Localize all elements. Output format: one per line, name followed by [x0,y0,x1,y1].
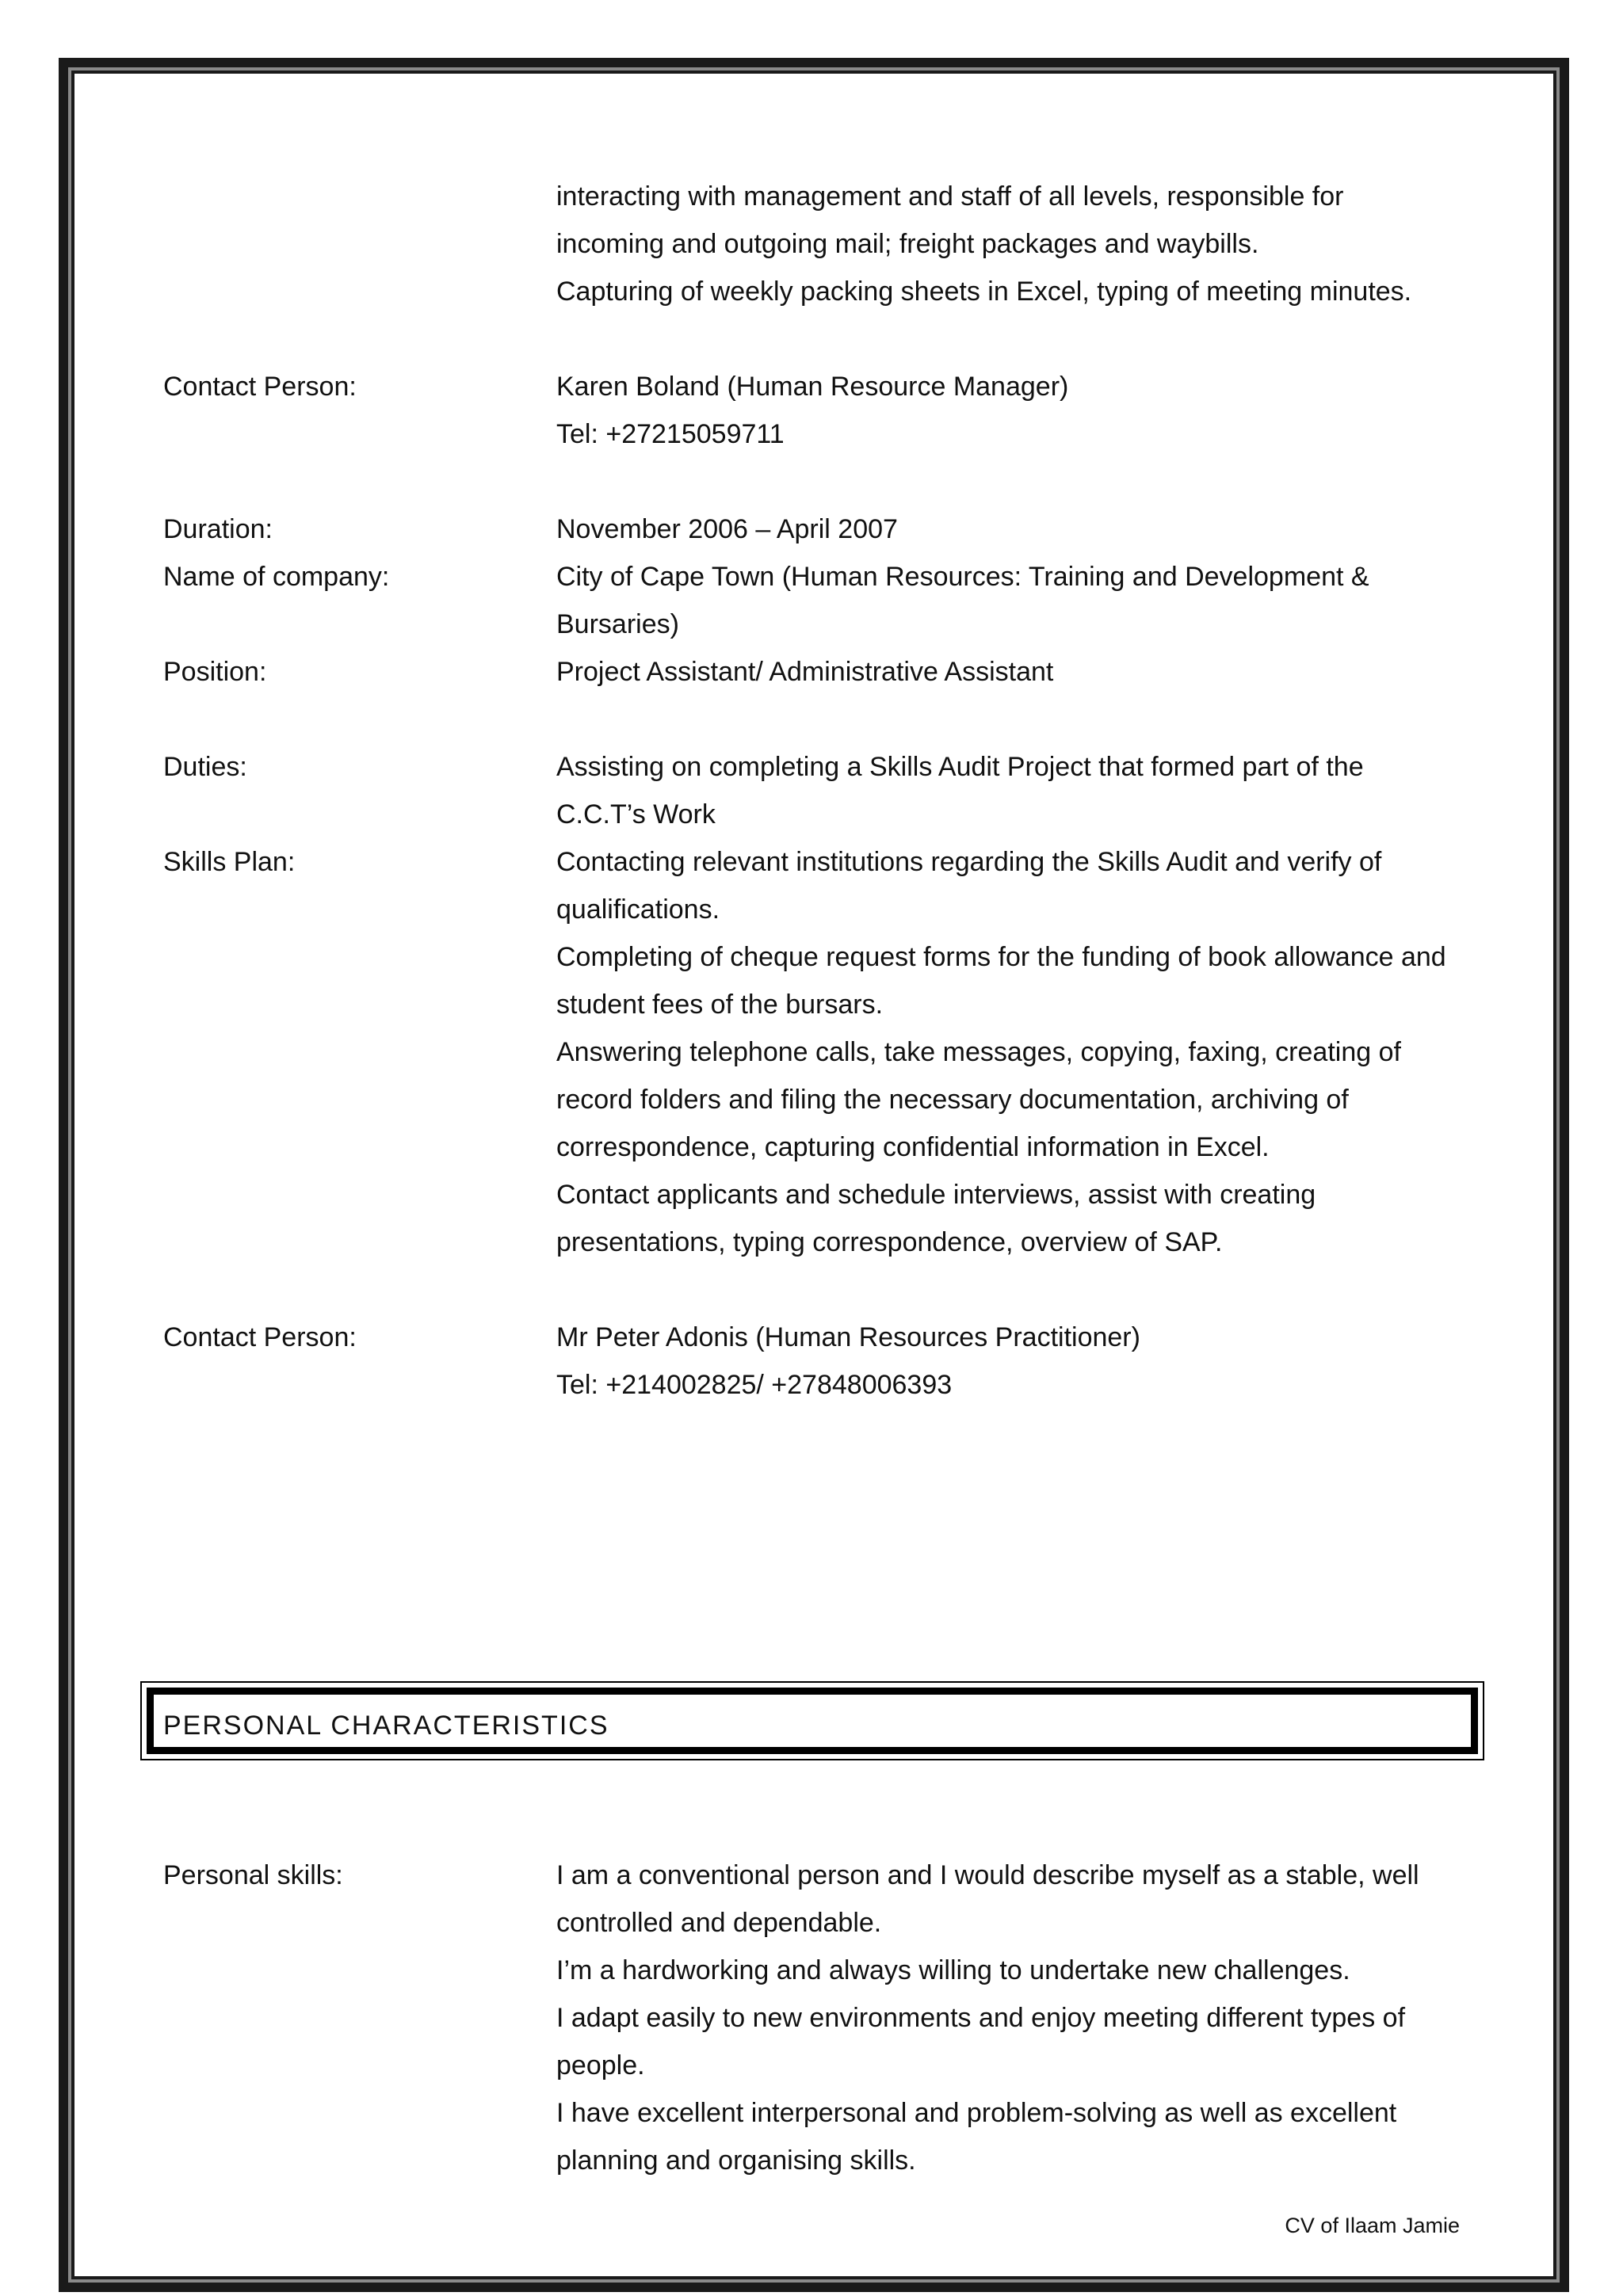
skills-plan-value [556,838,1463,1266]
skills-line: record folders and filing the necessary documentation, archiving of [556,1085,1349,1115]
duty-line: Capturing of weekly packing sheets in Excel, typing of meeting minutes. [556,277,1412,307]
page-footer: CV of Ilaam Jamie [1285,2214,1460,2237]
contact-person-label: Contact Person: [163,1322,357,1352]
contact-line: Tel: +27215059711 [556,419,785,449]
personal-skills-value [556,1852,1463,2184]
skills-line: Contact applicants and schedule interviews, assist with creating [556,1180,1316,1210]
personal-characteristics-section [163,1852,1463,2184]
skills-plan-label: Skills Plan: [163,847,296,877]
contact-line: Mr Peter Adonis (Human Resources Practitioner) [556,1322,1140,1352]
duration-value: November 2006 – April 2007 [556,514,898,544]
duties-row [163,743,1463,838]
duration-row [163,505,1463,553]
skills-line: student fees of the bursars. [556,990,884,1020]
position-value: Project Assistant/ Administrative Assistant [556,657,1054,687]
work-experience-section [163,173,1463,1409]
continued-duties [556,173,1463,315]
company-label: Name of company: [163,562,390,592]
personal-line: I am a conventional person and I would describe myself as a stable, well [556,1860,1419,1890]
personal-line: I have excellent interpersonal and problem-solving as well as excellent [556,2098,1397,2128]
personal-line: planning and organising skills. [556,2145,916,2176]
duties-label: Duties: [163,752,247,782]
position-label: Position: [163,657,267,687]
personal-skills-label: Personal skills: [163,1860,343,1890]
empty-label [163,173,556,315]
duties-value [556,743,1463,838]
personal-line: people. [556,2050,645,2081]
personal-skills-row [163,1852,1463,2184]
section-title: PERSONAL CHARACTERISTICS [163,1711,609,1741]
company-line: Bursaries) [556,609,679,639]
duration-label: Duration: [163,514,273,544]
contact-person-value [556,363,1463,458]
skills-line: Contacting relevant institutions regarding the Skills Audit and verify of [556,847,1382,877]
personal-line: I’m a hardworking and always willing to undertake new challenges. [556,1955,1350,1985]
skills-line: Answering telephone calls, take messages, copying, faxing, creating of [556,1037,1401,1067]
duty-line: interacting with management and staff of all levels, responsible for [556,181,1344,212]
contact-line: Karen Boland (Human Resource Manager) [556,372,1069,402]
contact-person-value [556,1314,1463,1409]
contact-person-row [163,363,1463,458]
continued-duties-row [163,173,1463,315]
personal-line: I adapt easily to new environments and enjoy meeting different types of [556,2003,1406,2033]
contact-person-row [163,1314,1463,1409]
contact-person-label: Contact Person: [163,372,357,402]
contact-line: Tel: +214002825/ +27848006393 [556,1370,953,1400]
skills-line: presentations, typing correspondence, overview of SAP. [556,1227,1223,1257]
skills-plan-row [163,838,1463,1266]
duty-line: C.C.T’s Work [556,799,716,830]
company-line: City of Cape Town (Human Resources: Training and Development & [556,562,1369,592]
personal-line: controlled and dependable. [556,1908,882,1938]
company-value [556,553,1463,648]
position-row [163,648,1463,696]
company-row [163,553,1463,648]
skills-line: correspondence, capturing confidential information in Excel. [556,1132,1270,1162]
skills-line: Completing of cheque request forms for the funding of book allowance and [556,942,1446,972]
skills-line: qualifications. [556,894,720,925]
duty-line: incoming and outgoing mail; freight packages and waybills. [556,229,1259,259]
duty-line: Assisting on completing a Skills Audit Project that formed part of the [556,752,1364,782]
